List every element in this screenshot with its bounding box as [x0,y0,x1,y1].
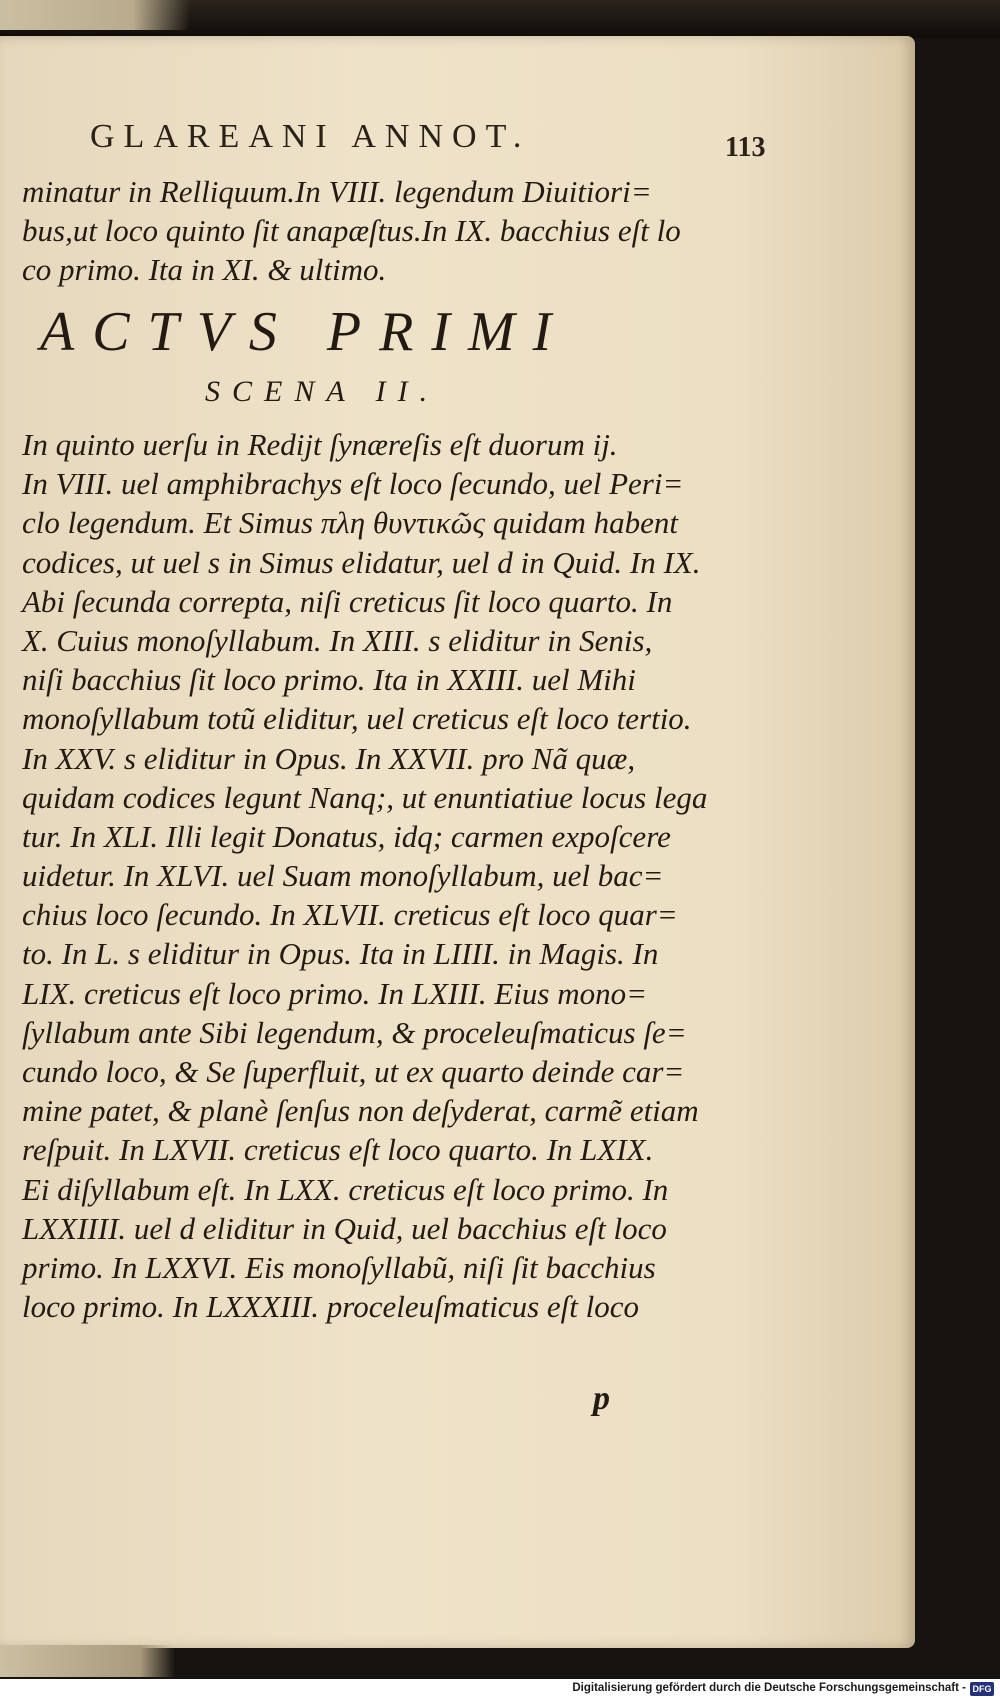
body-text [22,425,742,1326]
text-line: X. Cuius monoſyllabum. In XIII. s eliditur in Senis, [22,622,653,658]
act-heading: ACTVS PRIMI [40,301,570,363]
text-line: uidetur. In XLVI. uel Suam monoſyllabum, uel bac= [22,858,664,894]
running-title: GLAREANI ANNOT. [90,118,531,155]
text-line: clo legendum. Et Simus πλη θυντικῶς quidam habent [22,505,678,541]
text-line: Ei diſyllabum eſt. In LXX. creticus eſt loco primo. In [22,1171,669,1207]
text-line: Abi ſecunda correpta, niſi creticus ſit loco quarto. In [22,583,673,619]
previous-page-edge-bottom [0,1645,175,1677]
signature-mark: p [593,1380,610,1417]
text-line: In quinto uerſu in Rediјt ſynæreſis eſt duorum ij. [22,427,618,462]
scene-heading: SCENA II. [205,375,440,408]
text-line: LXXIIII. uel d eliditur in Quid, uel bacchius eſt loco [22,1210,667,1246]
text-line: monoſyllabum totũ eliditur, uel creticus eſt loco tertio. [22,701,692,737]
text-line: ſyllabum ante Sibi legendum, & proceleuſmaticus ſe= [22,1014,687,1050]
page-number: 113 [725,132,766,163]
text-line: reſpuit. In LXVII. creticus eſt loco quarto. In LXIX. [22,1132,654,1168]
intro-text [22,172,742,289]
text-line: primo. In LXXVI. Eis monoſyllabũ, niſi ſit bacchius [22,1249,656,1285]
text-line: mine patet, & planè ſenſus non deſyderat, carmẽ etiam [22,1093,699,1129]
text-line: minatur in Relliquum.In VIII. legendum Diuitiori= [22,174,652,209]
text-line: loco primo. In LXXXIII. proceleuſmaticus eſt loco [22,1289,639,1325]
text-line: codices, ut uel s in Simus elidatur, uel d in Quid. In IX. [22,544,701,580]
text-line: quidam codices legunt Nanq;, ut enuntiatiue locus lega [22,779,708,815]
digitization-footer [0,1679,1000,1700]
text-line: co primo. Ita in XI. & ultimo. [22,252,387,287]
text-line: niſi bacchius ſit loco primo. Ita in XXIII. uel Mihi [22,662,636,698]
text-line: tur. In XLI. Illi legit Donatus, idq; carmen expoſcere [22,818,671,854]
text-line: cundo loco, & Se ſuperfluit, ut ex quarto deinde car= [22,1054,685,1089]
text-line: In XXV. s eliditur in Opus. In XXVII. pro Nã quæ, [22,740,636,776]
text-line: bus,ut loco quinto ſit anapæſtus.In IX. bacchius eſt lo [22,213,681,248]
text-line: In VIII. uel amphibrachys eſt loco ſecundo, uel Peri= [22,466,684,502]
funding-credit: Digitalisierung gefördert durch die Deutsche Forschungsgemeinschaft - [572,1682,966,1694]
text-line: LIX. creticus eſt loco primo. In LXIII. Eius mono= [22,975,648,1011]
text-line: to. In L. s eliditur in Opus. Ita in LIIII. in Magis. In [22,936,659,972]
text-line: chius loco ſecundo. In XLVII. creticus eſt loco quar= [22,897,678,933]
dfg-logo: DFG [970,1682,994,1696]
previous-page-edge [0,0,190,30]
